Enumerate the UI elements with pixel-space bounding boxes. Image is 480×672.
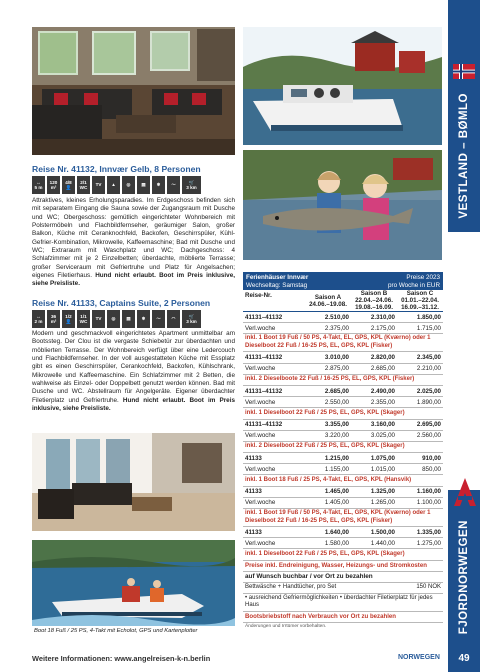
washer-icon: ◎ — [107, 310, 120, 328]
price-cell: 1.440,00 — [351, 538, 397, 549]
fuel-note: Bootsbriebstoff nach Verbrauch vor Ort zu bezahlen — [243, 612, 443, 623]
col-season-b: Saison B 22.04.–24.06. 19.08.–16.09. — [351, 290, 397, 312]
angelreisen-logo-icon — [452, 476, 478, 510]
price-cell: 1.850,00 — [397, 312, 443, 323]
extension-week-row — [243, 323, 443, 334]
price-cell: 1.580,00 — [305, 538, 351, 549]
price-cell: 2.875,00 — [305, 363, 351, 374]
price-row — [243, 312, 443, 323]
captains-suite-photo — [32, 433, 235, 531]
price-cell: 2.685,00 — [351, 363, 397, 374]
washer-icon: ◎ — [122, 176, 135, 194]
on-request-title: auf Wunsch buchbar / vor Ort zu bezahlen — [243, 572, 443, 584]
price-cell: 1.890,00 — [397, 397, 443, 408]
row-label: 41133 — [243, 486, 305, 497]
price-cell: 910,00 — [397, 453, 443, 464]
included-note: Preise inkl. Endreinigung, Wasser, Heizungs- und Stromkosten — [243, 561, 443, 572]
price-cell: 2.820,00 — [351, 352, 397, 363]
region-label: VESTLAND – BØMLO — [458, 93, 470, 219]
price-cell: 3.220,00 — [305, 430, 351, 441]
price-row — [243, 419, 443, 430]
extension-week-row — [243, 363, 443, 374]
area-icon: 120 m² — [47, 176, 60, 194]
price-cell: 1.100,00 — [397, 497, 443, 508]
price-cell: 1.160,00 — [397, 486, 443, 497]
price-cell: 1.275,00 — [397, 538, 443, 549]
house1-title: Reise Nr. 41132, Innvær Gelb, 8 Personen — [32, 164, 201, 174]
extension-week-row — [243, 430, 443, 441]
row-label: Verl.woche — [243, 363, 305, 374]
boat-harbour-photo — [243, 27, 442, 145]
extension-week-row — [243, 464, 443, 475]
boat-note-row — [243, 475, 443, 486]
row-label: Verl.woche — [243, 538, 305, 549]
shop-distance-icon: 🛒 3 km — [182, 310, 201, 328]
price-cell: 1.015,00 — [351, 464, 397, 475]
extension-week-row — [243, 538, 443, 549]
row-label: 41133 — [243, 527, 305, 538]
season-header-row — [243, 290, 443, 312]
price-cell: 1.155,00 — [305, 464, 351, 475]
price-row — [243, 385, 443, 396]
boat-note: inkl. 1 Boot 19 Fuß / 50 PS, 4-Takt, EL, GPS, KPL (Kværno) oder 1 Dieselboot 22 Fuß / 16-25 PS, EL, GPS, KPL (Fisker) — [243, 334, 443, 352]
price-cell: 2.210,00 — [397, 363, 443, 374]
row-label: 41131–41132 — [243, 352, 305, 363]
house2-description: Modern und geschmackvoll eingerichtetes Apartment unmittelbar am Bootssteg. Der Clou ist die vergaste Schiebetür zur überdachten und möblierten Terrasse. Der Wohnbereich verfügt über eine Ledercouch und Flachbildfernseher. In der voll ausgestatteten Küche mit Essplatz gibt es einen Geschirrspüler, Cerankochfeld, Backofen, Kühlschrank, Mikrowelle und Kaffeemaschine. Ein Schlafzimmer mit 2 Betten, die wahlweise als Einzel- oder Doppelbett genutzt werden können. Bad mit Dusche und WC. Abstellraum für Angelgeräte. Eigener überdachter Filetierplatz und Gefriertruhe. Hund nicht erlaubt. Boot im Preis inklusive, siehe Preisliste. — [32, 330, 235, 413]
price-cell: 2.695,00 — [397, 419, 443, 430]
boat-note-row — [243, 441, 443, 452]
price-cell: 1.640,00 — [305, 527, 351, 538]
boat-note: inkl. 1 Dieselboot 22 Fuß / 25 PS, EL, GPS, KPL (Skager) — [243, 549, 443, 560]
price-cell: 2.560,00 — [397, 430, 443, 441]
house2-amenity-icons — [32, 310, 201, 328]
linen-row: Bettwäsche + Handtücher, pro Set 150 NOK — [243, 583, 443, 594]
boat-note-row — [243, 549, 443, 560]
boat-note: inkl. 2 Dieselboot 22 Fuß / 25 PS, EL, GPS, KPL (Skager) — [243, 441, 443, 452]
norway-flag-icon — [453, 64, 475, 79]
distance-icon: ↔ 5 m — [32, 176, 45, 194]
persons-icon: 4/8 👤 — [62, 176, 75, 194]
row-label: 41131–41132 — [243, 385, 305, 396]
sauna-icon: ▲ — [107, 176, 120, 194]
boat-note-row — [243, 509, 443, 527]
row-label: 41131–41132 — [243, 419, 305, 430]
extension-week-row — [243, 397, 443, 408]
price-cell: 1.500,00 — [351, 527, 397, 538]
price-cell: 3.025,00 — [351, 430, 397, 441]
row-label: 41131–41132 — [243, 312, 305, 323]
price-cell: 1.335,00 — [397, 527, 443, 538]
extras-bullets: • ausreichend Gefriermöglichkeiten • überdachter Filetierplatz für jedes Haus — [243, 594, 443, 612]
boat-note-row — [243, 334, 443, 352]
extension-week-row — [243, 497, 443, 508]
price-cell: 2.490,00 — [351, 385, 397, 396]
col-season-a: Saison A 24.06.–19.08. — [305, 290, 351, 312]
distance-icon: ↔ 2 m — [32, 310, 45, 328]
boat-note: inkl. 1 Boot 19 Fuß / 50 PS, 4-Takt, EL, GPS, KPL (Kværno) oder 1 Dieselboot 22 Fuß / 16-25 PS, EL, GPS, KPL (Fisker) — [243, 509, 443, 527]
fish-icon: 〜 — [152, 310, 165, 328]
price-cell: 2.355,00 — [351, 397, 397, 408]
row-label: Verl.woche — [243, 323, 305, 334]
living-room-photo — [32, 27, 235, 155]
price-cell: 1.325,00 — [351, 486, 397, 497]
price-cell: 2.550,00 — [305, 397, 351, 408]
wifi-icon: ◠ — [167, 310, 180, 328]
price-row — [243, 453, 443, 464]
price-cell: 1.715,00 — [397, 323, 443, 334]
house1-amenity-icons — [32, 176, 201, 194]
price-cell: 2.175,00 — [351, 323, 397, 334]
persons-icon: 1/2 👤 — [62, 310, 75, 328]
sidebar-mid-band — [448, 232, 480, 490]
shop-distance-icon: 🛒 3 km — [182, 176, 201, 194]
price-cell: 2.025,00 — [397, 385, 443, 396]
tv-icon: TV — [92, 310, 105, 328]
row-label: Verl.woche — [243, 397, 305, 408]
house1-description: Attraktives, kleines Erholungsparadies. Im Erdgeschoss befinden sich mit separatem Eingang die Sauna sowie der Zugangsraum mit Dusche und WC; Obergeschoss: gemütlich eingerichteter Wohnbereich mit Polstermöbeln und Flachbildfernseher, geräumiger Salon, großer Balkon, Küche mit Ceranknochfeld, Backofen, Geschirrspüler, Kühl-Gefrier-Kombination, Mikrowelle, Kaffeemaschine; Bad mit Dusche und WC; Extraraum mit Waschplatz und WC; Dachgeschoss: 4 Schlafzimmer mit je 2 Einzelbetten; überdachte, möblierte Terrasse; großer Serviceraum mit Gefriertruhe und Platz für Angelsachen; eigenes Filetierhaus. Hund nicht erlaubt. Boot im Preis inklusive, siehe Preisliste. — [32, 197, 235, 288]
footer-website[interactable]: Weitere Informationen: www.angelreisen-k-n.berlin — [32, 654, 211, 663]
price-grid — [243, 290, 443, 561]
row-label: Verl.woche — [243, 464, 305, 475]
bath-icon: 1/1 WC — [77, 310, 90, 328]
boat-note: inkl. 1 Boot 18 Fuß / 25 PS, 4-Takt, EL, GPS, KPL (Hansvik) — [243, 475, 443, 486]
price-cell: 1.075,00 — [351, 453, 397, 464]
price-cell: 1.265,00 — [351, 497, 397, 508]
price-row — [243, 486, 443, 497]
price-cell: 1.215,00 — [305, 453, 351, 464]
row-label: Verl.woche — [243, 430, 305, 441]
price-row — [243, 527, 443, 538]
dishwasher-icon: ▤ — [137, 176, 150, 194]
boat-note: inkl. 1 Dieselboot 22 Fuß / 25 PS, EL, GPS, KPL (Skager) — [243, 408, 443, 419]
col-season-c: Saison C 01.01.–22.04. 16.09.–31.12. — [397, 290, 443, 312]
footer-country: NORWEGEN — [398, 654, 440, 661]
boat-note: inkl. 2 Dieselboote 22 Fuß / 16-25 PS, EL, GPS, KPL (Fisker) — [243, 374, 443, 385]
area-icon: 36 m² — [47, 310, 60, 328]
price-cell: 3.160,00 — [351, 419, 397, 430]
price-cell: 1.465,00 — [305, 486, 351, 497]
row-label: 41133 — [243, 453, 305, 464]
price-table — [243, 272, 443, 630]
tv-icon: TV — [92, 176, 105, 194]
freezer-icon: ❄ — [137, 310, 150, 328]
boat-note-row — [243, 408, 443, 419]
price-cell: 850,00 — [397, 464, 443, 475]
price-cell: 1.405,00 — [305, 497, 351, 508]
kids-with-fish-photo — [243, 150, 442, 260]
fish-icon: 〜 — [167, 176, 180, 194]
price-cell: 2.685,00 — [305, 385, 351, 396]
fishing-boat-photo — [32, 540, 235, 626]
country-label: FJORDNORWEGEN — [458, 519, 470, 635]
row-label: Verl.woche — [243, 497, 305, 508]
price-cell: 2.375,00 — [305, 323, 351, 334]
boat-note-row — [243, 374, 443, 385]
sidebar — [448, 0, 480, 672]
price-row — [243, 352, 443, 363]
price-cell: 2.310,00 — [351, 312, 397, 323]
price-cell: 2.345,00 — [397, 352, 443, 363]
freezer-icon: ❄ — [152, 176, 165, 194]
boat-caption: Boot 18 Fuß / 25 PS, 4-Takt mit Echolot, GPS und Kartenplotter — [34, 628, 198, 634]
dishwasher-icon: ▤ — [122, 310, 135, 328]
bath-icon: 2/1 WC — [77, 176, 90, 194]
price-cell: 3.355,00 — [305, 419, 351, 430]
house2-title: Reise Nr. 41133, Captains Suite, 2 Personen — [32, 298, 211, 308]
price-table-header: Ferienhäuser Innvær Wechseltag: Samstag Preise 2023 pro Woche in EUR — [243, 272, 443, 290]
changes-note: Änderungen und Irrtümer vorbehalten. — [245, 623, 327, 629]
price-cell: 3.010,00 — [305, 352, 351, 363]
price-cell: 2.510,00 — [305, 312, 351, 323]
col-reise: Reise-Nr. — [243, 290, 305, 312]
page-number: 49 — [458, 653, 470, 664]
